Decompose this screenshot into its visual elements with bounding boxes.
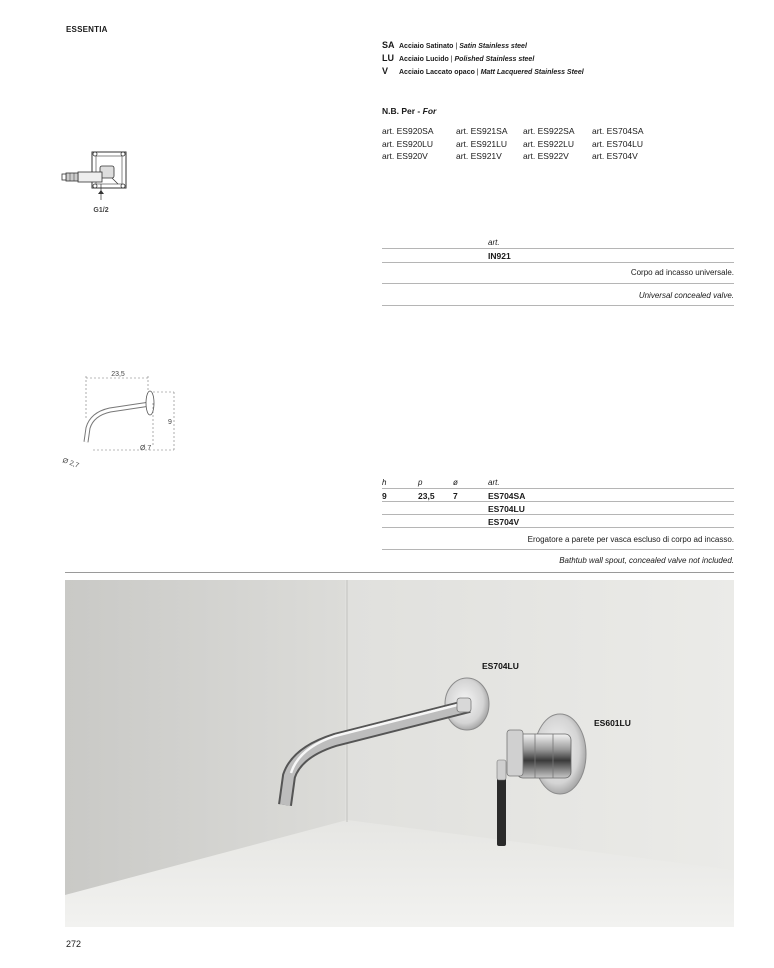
finish-row-sa: SA Acciaio Satinato | Satin Stainless steel (382, 40, 527, 50)
article-column (382, 125, 434, 163)
finish-code: SA (382, 40, 395, 50)
finish-en: Polished Stainless steel (454, 56, 535, 63)
divider (382, 305, 734, 306)
col-header-p: p (418, 478, 423, 487)
finish-it: Acciaio Satinato (399, 43, 454, 50)
dim-pipe-diameter: Ø 2,7 (61, 457, 80, 470)
divider (382, 501, 734, 502)
col-header-art: art. (488, 478, 500, 487)
finish-en: Satin Stainless steel (459, 43, 527, 50)
spout-desc-en: Bathtub wall spout, concealed valve not included. (559, 556, 734, 565)
col-header-h: h (382, 478, 387, 487)
section-separator (65, 572, 734, 573)
article-column (456, 125, 508, 163)
page-number: 272 (66, 939, 82, 949)
photo-scene (65, 580, 734, 927)
valve-desc-en: Universal concealed valve. (638, 291, 734, 300)
article-item: art. ES920V (382, 151, 428, 161)
dim-length: 23,5 (111, 371, 125, 378)
thread-label: G1/2 (93, 207, 109, 214)
cell-h: 9 (382, 491, 387, 501)
divider (382, 549, 734, 550)
article-item: art. ES921LU (456, 138, 508, 149)
cell-art: ES704SA (488, 491, 526, 501)
article-column (523, 125, 575, 163)
article-item: art. ES921V (456, 151, 502, 161)
nb-heading (382, 106, 436, 116)
article-item: art. ES922LU (523, 138, 575, 149)
spout-dimension-drawing (58, 368, 188, 474)
valve-desc-it: Corpo ad incasso universale. (630, 268, 734, 277)
article-item: art. ES922V (523, 151, 569, 161)
article-item: art. ES920LU (382, 138, 434, 149)
cell-art: ES704LU (488, 504, 525, 514)
divider (382, 248, 734, 249)
finish-code: LU (382, 53, 394, 63)
article-item: art. ES920SA (382, 126, 434, 136)
product-photo (65, 580, 734, 927)
article-item: art. ES704V (592, 151, 638, 161)
nb-it: N.B. Per - (382, 106, 423, 116)
dim-plate-diameter: Ø 7 (140, 445, 152, 452)
finish-row-v: V Acciaio Laccato opaco | Matt Lacquered Stainless Steel (382, 66, 584, 76)
divider (382, 527, 734, 528)
article-column (592, 125, 644, 163)
cell-p: 23,5 (418, 491, 435, 501)
cell-art: ES704V (488, 517, 520, 527)
finish-row-lu: LU Acciaio Lucido | Polished Stainless steel (382, 53, 535, 63)
nb-en: For (422, 106, 437, 116)
valve-art-header: art. (488, 238, 500, 247)
cell-d: 7 (453, 491, 458, 501)
concealed-valve-drawing (56, 148, 136, 220)
divider (382, 283, 734, 284)
finish-it: Acciaio Lucido (399, 56, 449, 63)
valve-code: IN921 (488, 251, 511, 261)
article-item: art. ES922SA (523, 126, 575, 136)
divider (382, 262, 734, 263)
finish-it: Acciaio Laccato opaco (399, 69, 475, 76)
brand-title: ESSENTIA (66, 25, 108, 34)
dim-height: 9 (168, 419, 172, 426)
finish-en: Matt Lacquered Stainless Steel (480, 69, 584, 76)
divider (382, 514, 734, 515)
col-header-d: ø (453, 478, 458, 487)
article-item: art. ES704SA (592, 126, 644, 136)
divider (382, 488, 734, 489)
photo-label-mixer: ES601LU (594, 718, 631, 728)
photo-label-spout: ES704LU (482, 661, 519, 671)
finish-code: V (382, 66, 389, 76)
spout-desc-it: Erogatore a parete per vasca escluso di corpo ad incasso. (527, 535, 734, 544)
article-item: art. ES704LU (592, 138, 644, 149)
article-item: art. ES921SA (456, 126, 508, 136)
